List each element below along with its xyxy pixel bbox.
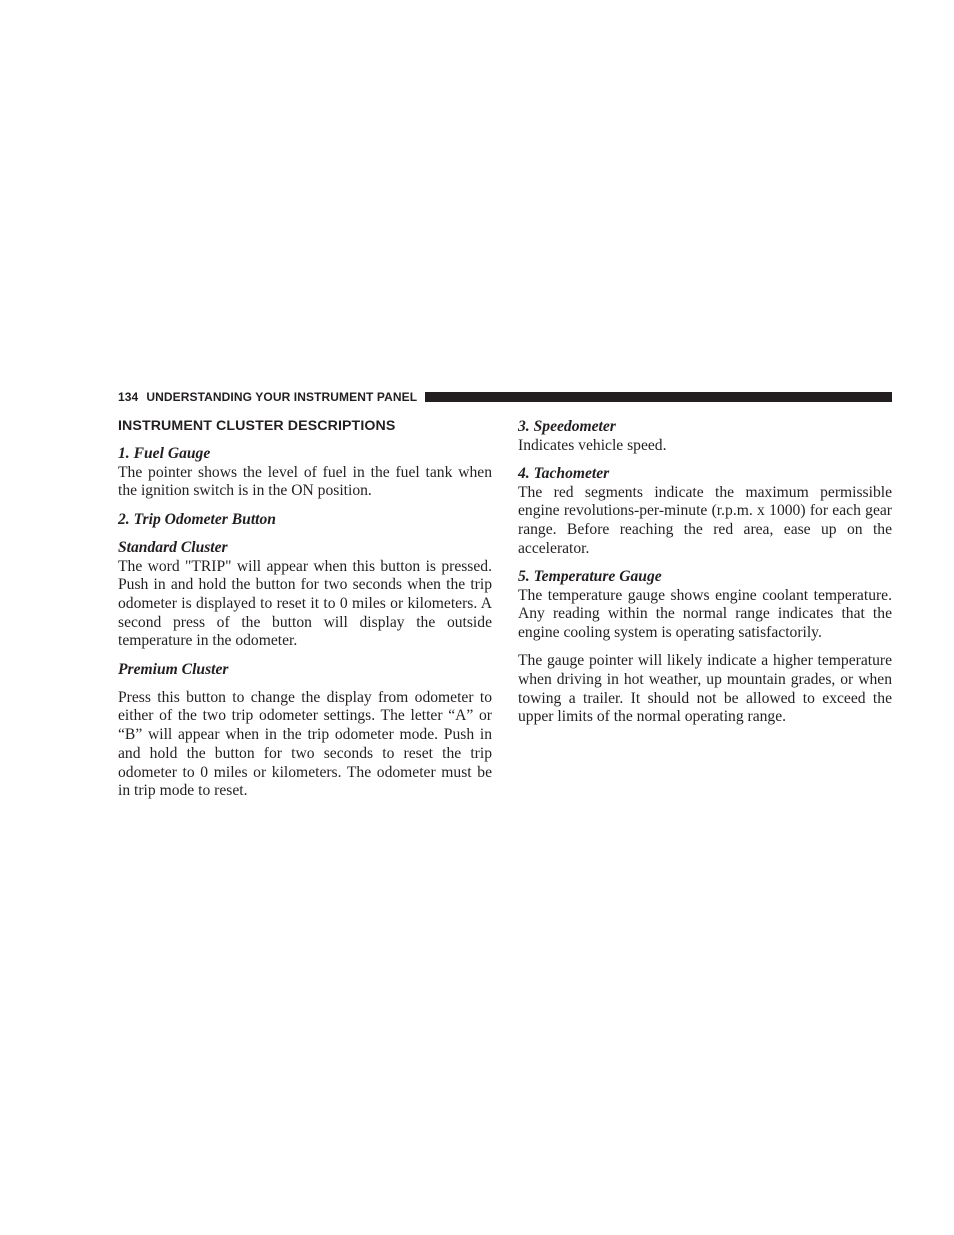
temperature-gauge-text-1: The temperature gauge shows engine coolant temperature. Any reading within the normal range indicates that the engine cooling system is operating satisfactorily.	[518, 586, 892, 642]
section-title: UNDERSTANDING YOUR INSTRUMENT PANEL	[146, 390, 418, 404]
page-heading: INSTRUMENT CLUSTER DESCRIPTIONS	[118, 418, 396, 434]
temperature-gauge-text-2: The gauge pointer will likely indicate a higher temperature when driving in hot weather, up mountain grades, or when towing a trailer. It should not be allowed to exceed the upper limits of the normal operating range.	[518, 652, 892, 726]
fuel-gauge-text: The pointer shows the level of fuel in the fuel tank when the ignition switch is in the ON position.	[118, 463, 492, 500]
speedometer-title: 3. Speedometer	[518, 418, 616, 435]
fuel-gauge-title: 1. Fuel Gauge	[118, 445, 211, 462]
temperature-gauge-title: 5. Temperature Gauge	[518, 567, 662, 585]
tachometer-text: The red segments indicate the maximum permissible engine revolutions-per-minute (r.p.m. x 1000) for each gear range. Before reaching the red area, ease up on the accelerator.	[518, 483, 892, 557]
standard-cluster-title: Standard Cluster	[118, 538, 228, 556]
header-rule	[425, 392, 892, 402]
standard-cluster-text: The word "TRIP" will appear when this button is pressed. Push in and hold the button for two seconds when the trip odometer is displayed to reset it to 0 miles or kilometers. A second press of the button will display the outside temperature in the odometer.	[118, 557, 492, 650]
trip-button-title: 2. Trip Odometer Button	[118, 510, 276, 528]
left-column	[118, 418, 492, 801]
premium-cluster-title: Premium Cluster	[118, 660, 229, 678]
right-column	[518, 418, 892, 727]
page-header	[118, 389, 892, 405]
tachometer-title: 4. Tachometer	[518, 464, 610, 482]
speedometer-text: Indicates vehicle speed.	[518, 436, 667, 454]
premium-cluster-text: Press this button to change the display from odometer to either of the two trip odometer settings. The letter “A” or “B” will appear when in the trip odometer mode. Push in and hold the button for two seconds to reset the trip odometer to 0 miles or kilometers. The odometer must be in trip mode to reset.	[118, 688, 492, 800]
page-number: 134	[118, 390, 139, 404]
